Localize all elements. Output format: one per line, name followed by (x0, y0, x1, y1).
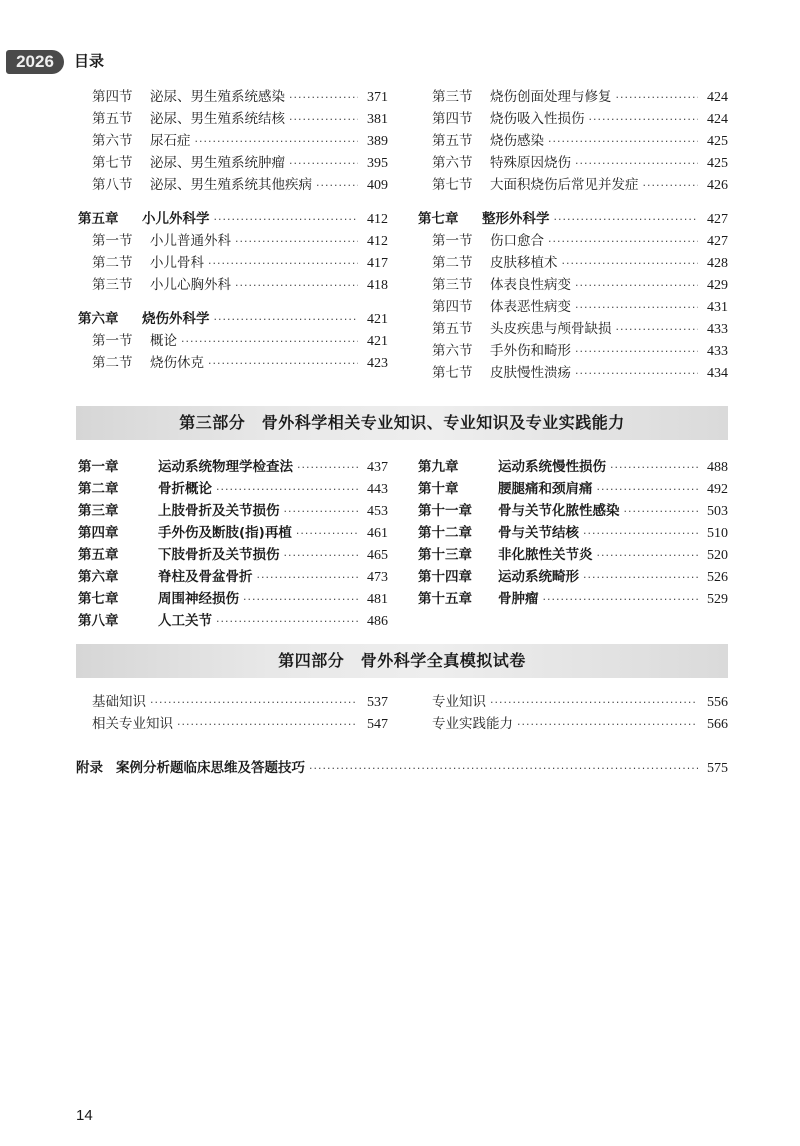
entry-title: 专业知识 (432, 694, 486, 710)
dot-leader (575, 275, 698, 297)
entry-number: 第十一章 (418, 503, 472, 519)
entry-page: 423 (367, 356, 388, 371)
dot-leader (284, 545, 359, 567)
entry-title: 相关专业知识 (92, 716, 173, 732)
entry-number: 第六节 (92, 133, 133, 149)
entry-title: 腰腿痛和颈肩痛 (498, 481, 593, 497)
entry-title: 小儿普通外科 (150, 233, 231, 249)
entry-title: 周围神经损伤 (158, 591, 239, 607)
header-title: 目录 (74, 52, 105, 70)
entry-title: 小儿骨科 (150, 255, 204, 271)
entry-title: 基础知识 (92, 694, 146, 710)
entry-page: 409 (367, 178, 388, 193)
entry-number: 第九章 (418, 459, 459, 475)
entry-page: 437 (367, 460, 388, 475)
entry-page: 421 (367, 312, 388, 327)
entry-number: 第五节 (432, 321, 473, 337)
dot-leader (575, 341, 698, 363)
toc-entry (418, 152, 728, 174)
entry-number: 第四节 (432, 111, 473, 127)
entry-page: 473 (367, 570, 388, 585)
entry-title: 尿石症 (150, 133, 191, 149)
toc-entry (418, 230, 728, 252)
entry-title: 运动系统物理学检查法 (158, 459, 293, 475)
entry-title: 特殊原因烧伤 (490, 155, 571, 171)
toc-entry (78, 610, 388, 632)
part3-right-column (418, 456, 728, 610)
toc-entry (78, 522, 388, 544)
entry-page: 556 (707, 695, 728, 710)
entry-title: 小儿心胸外科 (150, 277, 231, 293)
dot-leader (208, 353, 358, 375)
entry-page: 547 (367, 717, 388, 732)
toc-top-right-column (418, 86, 728, 384)
entry-title: 皮肤移植术 (490, 255, 558, 271)
entry-title: 泌尿、男生殖系统其他疾病 (150, 177, 312, 193)
toc-entry (78, 352, 388, 374)
dot-leader (177, 714, 358, 736)
entry-title: 脊柱及骨盆骨折 (158, 569, 253, 585)
dot-leader (284, 501, 359, 523)
dot-leader (181, 331, 358, 353)
entry-number: 第三章 (78, 503, 119, 519)
entry-page: 425 (707, 134, 728, 149)
entry-number: 第一节 (92, 333, 133, 349)
toc-entry (78, 108, 388, 130)
entry-title: 伤口愈合 (490, 233, 544, 249)
entry-title: 体表良性病变 (490, 277, 571, 293)
entry-title: 骨与关节化脓性感染 (498, 503, 620, 519)
entry-page: 503 (707, 504, 728, 519)
dot-leader (289, 109, 358, 131)
running-header (0, 46, 800, 76)
entry-title: 运动系统慢性损伤 (498, 459, 606, 475)
entry-title: 烧伤休克 (150, 355, 204, 371)
entry-number: 第五节 (432, 133, 473, 149)
dot-leader (583, 567, 698, 589)
toc-entry (78, 86, 388, 108)
entry-title: 概论 (150, 333, 177, 349)
entry-title: 整形外科学 (482, 211, 550, 227)
entry-page: 465 (367, 548, 388, 563)
dot-leader (562, 253, 699, 275)
dot-leader (195, 131, 359, 153)
entry-page: 526 (707, 570, 728, 585)
toc-entry (418, 208, 728, 230)
entry-number: 第四节 (92, 89, 133, 105)
entry-page: 453 (367, 504, 388, 519)
dot-leader (624, 501, 699, 523)
toc-entry (418, 566, 728, 588)
entry-number: 第五章 (78, 211, 119, 227)
entry-number: 第十五章 (418, 591, 472, 607)
part3-left-column (78, 456, 388, 632)
entry-page: 424 (707, 112, 728, 127)
entry-number: 第十章 (418, 481, 459, 497)
toc-entry (78, 130, 388, 152)
toc-entry (78, 252, 388, 274)
entry-title: 非化脓性关节炎 (498, 547, 593, 563)
entry-number: 第七章 (78, 591, 119, 607)
entry-page: 412 (367, 212, 388, 227)
dot-leader (589, 109, 699, 131)
dot-leader (597, 479, 699, 501)
toc-entry (418, 340, 728, 362)
entry-page: 537 (367, 695, 388, 710)
entry-number: 第一章 (78, 459, 119, 475)
entry-number: 第二节 (432, 255, 473, 271)
dot-leader (575, 363, 698, 385)
entry-number: 第三节 (432, 277, 473, 293)
entry-number: 第七节 (432, 177, 473, 193)
entry-page: 428 (707, 256, 728, 271)
entry-title: 体表恶性病变 (490, 299, 571, 315)
entry-page: 421 (367, 334, 388, 349)
dot-leader (316, 175, 358, 197)
entry-title: 运动系统畸形 (498, 569, 579, 585)
entry-number: 第五章 (78, 547, 119, 563)
entry-page: 429 (707, 278, 728, 293)
appendix-row (76, 757, 728, 779)
dot-leader (214, 309, 359, 331)
entry-number: 第一节 (432, 233, 473, 249)
entry-number: 第二节 (92, 255, 133, 271)
entry-number: 第三节 (432, 89, 473, 105)
toc-entry (418, 456, 728, 478)
toc-entry (418, 274, 728, 296)
entry-page: 461 (367, 526, 388, 541)
entry-page: 381 (367, 112, 388, 127)
toc-entry (92, 691, 388, 713)
entry-page: 486 (367, 614, 388, 629)
toc-entry (418, 522, 728, 544)
dot-leader (543, 589, 699, 611)
dot-leader (597, 545, 699, 567)
entry-number: 第六节 (432, 155, 473, 171)
appendix-page: 575 (707, 761, 728, 776)
entry-page: 434 (707, 366, 728, 381)
toc-entry (78, 566, 388, 588)
dot-leader (289, 153, 358, 175)
entry-page: 389 (367, 134, 388, 149)
part4-left-column (92, 691, 388, 735)
dot-leader (490, 692, 698, 714)
appendix-entry (76, 757, 728, 779)
toc-entry (78, 500, 388, 522)
entry-title: 专业实践能力 (432, 716, 513, 732)
entry-page: 481 (367, 592, 388, 607)
entry-page: 492 (707, 482, 728, 497)
appendix-title: 案例分析题临床思维及答题技巧 (116, 760, 305, 776)
entry-title: 皮肤慢性溃疡 (490, 365, 571, 381)
toc-top-left-column (78, 86, 388, 374)
toc-entry (78, 230, 388, 252)
entry-number: 第四章 (78, 525, 119, 541)
entry-page: 418 (367, 278, 388, 293)
toc-entry (78, 588, 388, 610)
entry-title: 泌尿、男生殖系统结核 (150, 111, 285, 127)
entry-title: 骨折概论 (158, 481, 212, 497)
entry-page: 510 (707, 526, 728, 541)
dot-leader (616, 319, 699, 341)
toc-entry (432, 713, 728, 735)
dot-leader (548, 231, 698, 253)
dot-leader (216, 479, 358, 501)
entry-number: 第十四章 (418, 569, 472, 585)
entry-number: 第六节 (432, 343, 473, 359)
part4-right-column (432, 691, 728, 735)
dot-leader (548, 131, 698, 153)
entry-page: 427 (707, 234, 728, 249)
toc-entry (418, 108, 728, 130)
toc-entry (78, 208, 388, 230)
toc-entry (418, 130, 728, 152)
dot-leader (216, 611, 358, 633)
dot-leader (616, 87, 699, 109)
dot-leader (583, 523, 698, 545)
entry-number: 第六章 (78, 311, 119, 327)
toc-entry (78, 478, 388, 500)
entry-page: 395 (367, 156, 388, 171)
entry-number: 第四节 (432, 299, 473, 315)
entry-page: 425 (707, 156, 728, 171)
toc-entry (418, 362, 728, 384)
dot-leader (150, 692, 358, 714)
toc-entry (78, 456, 388, 478)
entry-number: 第一节 (92, 233, 133, 249)
entry-title: 手外伤及断肢(指)再植 (158, 525, 292, 541)
entry-title: 下肢骨折及关节损伤 (158, 547, 280, 563)
entry-page: 371 (367, 90, 388, 105)
dot-leader (243, 589, 358, 611)
part3-heading: 第三部分 骨外科学相关专业知识、专业知识及专业实践能力 (76, 406, 728, 440)
entry-page: 426 (707, 178, 728, 193)
entry-title: 泌尿、男生殖系统肿瘤 (150, 155, 285, 171)
part4-heading: 第四部分 骨外科学全真模拟试卷 (76, 644, 728, 678)
toc-entry (418, 544, 728, 566)
toc-entry (418, 174, 728, 196)
dot-leader (296, 523, 358, 545)
entry-title: 骨肿瘤 (498, 591, 539, 607)
toc-entry (78, 152, 388, 174)
entry-page: 412 (367, 234, 388, 249)
entry-page: 431 (707, 300, 728, 315)
dot-leader (235, 231, 358, 253)
dot-leader (643, 175, 699, 197)
entry-title: 手外伤和畸形 (490, 343, 571, 359)
toc-entry (432, 691, 728, 713)
entry-page: 427 (707, 212, 728, 227)
dot-leader (575, 297, 698, 319)
entry-page: 433 (707, 344, 728, 359)
entry-page: 424 (707, 90, 728, 105)
entry-title: 泌尿、男生殖系统感染 (150, 89, 285, 105)
entry-title: 上肢骨折及关节损伤 (158, 503, 280, 519)
page-number: 14 (76, 1107, 93, 1124)
toc-entry (92, 713, 388, 735)
toc-entry (418, 500, 728, 522)
toc-entry (78, 544, 388, 566)
toc-entry (78, 274, 388, 296)
appendix-label: 附录 (76, 760, 103, 776)
entry-title: 人工关节 (158, 613, 212, 629)
toc-entry (78, 308, 388, 330)
entry-number: 第二章 (78, 481, 119, 497)
year-badge: 2026 (6, 50, 64, 74)
entry-page: 433 (707, 322, 728, 337)
entry-title: 烧伤感染 (490, 133, 544, 149)
entry-title: 小儿外科学 (142, 211, 210, 227)
dot-leader (257, 567, 359, 589)
entry-number: 第八章 (78, 613, 119, 629)
dot-leader (309, 758, 698, 780)
entry-title: 头皮疾患与颅骨缺损 (490, 321, 612, 337)
dot-leader (214, 209, 359, 231)
dot-leader (575, 153, 698, 175)
toc-entry (418, 478, 728, 500)
entry-page: 529 (707, 592, 728, 607)
dot-leader (517, 714, 698, 736)
entry-number: 第三节 (92, 277, 133, 293)
toc-entry (78, 330, 388, 352)
toc-entry (78, 174, 388, 196)
entry-number: 第七节 (92, 155, 133, 171)
entry-number: 第七节 (432, 365, 473, 381)
entry-number: 第十三章 (418, 547, 472, 563)
dot-leader (554, 209, 699, 231)
toc-entry (418, 252, 728, 274)
entry-title: 烧伤创面处理与修复 (490, 89, 612, 105)
entry-page: 488 (707, 460, 728, 475)
entry-number: 第八节 (92, 177, 133, 193)
entry-title: 骨与关节结核 (498, 525, 579, 541)
toc-entry (418, 86, 728, 108)
entry-number: 第十二章 (418, 525, 472, 541)
entry-title: 大面积烧伤后常见并发症 (490, 177, 639, 193)
entry-page: 520 (707, 548, 728, 563)
toc-entry (418, 296, 728, 318)
entry-number: 第五节 (92, 111, 133, 127)
entry-page: 417 (367, 256, 388, 271)
dot-leader (610, 457, 698, 479)
dot-leader (297, 457, 358, 479)
entry-title: 烧伤吸入性损伤 (490, 111, 585, 127)
entry-page: 566 (707, 717, 728, 732)
dot-leader (235, 275, 358, 297)
dot-leader (289, 87, 358, 109)
entry-page: 443 (367, 482, 388, 497)
entry-number: 第六章 (78, 569, 119, 585)
dot-leader (208, 253, 358, 275)
toc-entry (418, 588, 728, 610)
toc-entry (418, 318, 728, 340)
entry-title: 烧伤外科学 (142, 311, 210, 327)
entry-number: 第二节 (92, 355, 133, 371)
entry-number: 第七章 (418, 211, 459, 227)
